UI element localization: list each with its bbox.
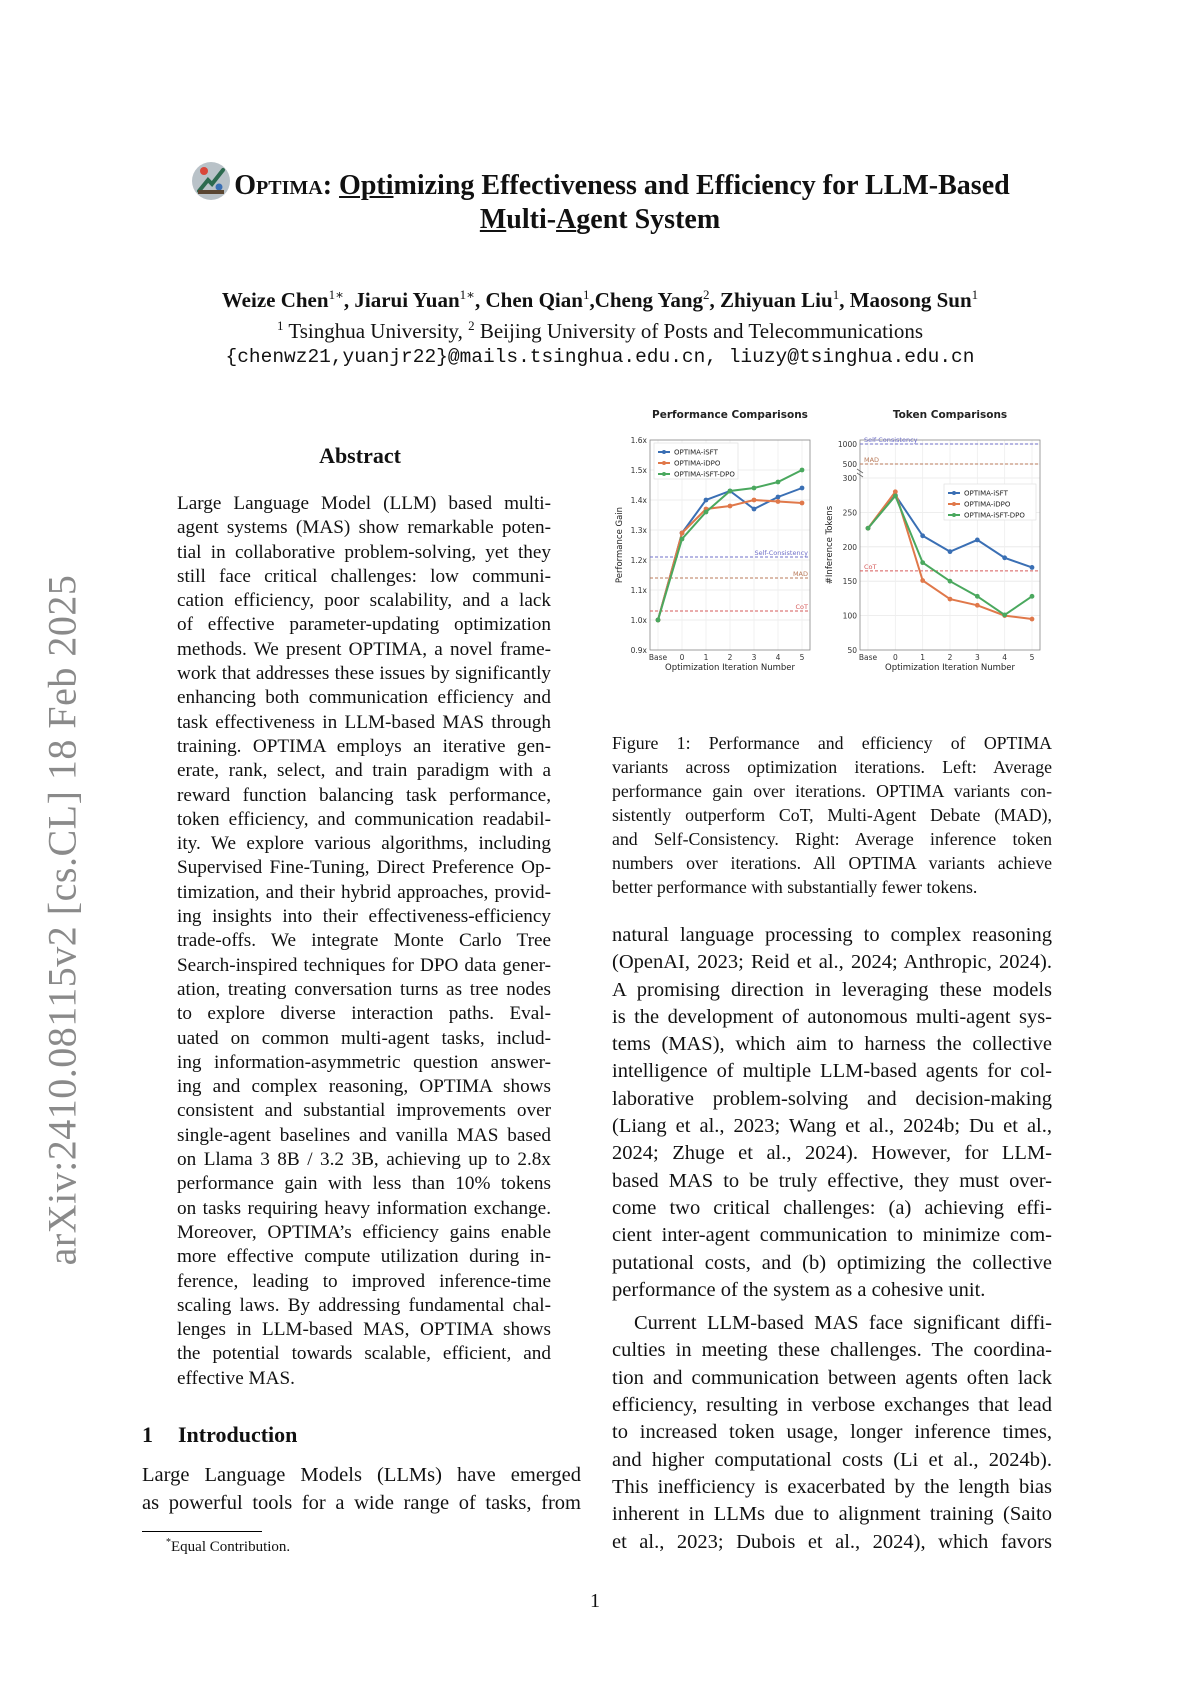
abstract-line: erate, rank, select, and train paradigm with a	[177, 760, 551, 782]
title-m: M	[479, 204, 507, 235]
author-name: Chen Qian	[485, 288, 583, 312]
abstract-line: still face critical challenges: low communi-	[177, 565, 551, 587]
legend-marker	[662, 472, 666, 476]
abstract-heading: Abstract	[319, 443, 401, 468]
abstract-line: cation efficiency, poor scalability, and a lack	[177, 590, 551, 612]
abstract-line: on tasks requiring heavy information exchange.	[177, 1197, 551, 1219]
abstract-line: to explore diverse interaction paths. Eval-	[177, 1003, 551, 1025]
figure-caption	[612, 731, 1052, 899]
data-point	[800, 501, 805, 506]
data-point	[728, 504, 733, 509]
caption-line: sistently outperform CoT, Multi-Agent Debate (MAD),	[612, 805, 1052, 825]
data-point	[975, 538, 980, 543]
reference-label: Self-Consistency	[864, 436, 918, 444]
section-heading	[142, 1422, 297, 1448]
chart-title: Performance Comparisons	[652, 409, 808, 421]
legend-label: OPTIMA-iSFT	[964, 489, 1008, 498]
y-tick-label: 1.3x	[630, 526, 647, 535]
data-point	[920, 533, 925, 538]
legend-marker	[952, 491, 956, 495]
abstract-line: ing insights into their effectiveness-efficiency	[177, 906, 551, 928]
abstract-line: the potential towards scalable, efficient, and	[177, 1343, 551, 1365]
intro-line: culties in meeting these challenges. The coordina-	[612, 1339, 1052, 1362]
optima-name: Optima	[234, 170, 323, 201]
legend-label: OPTIMA-iSFT-DPO	[964, 511, 1025, 520]
footnote-mark: *	[166, 1537, 171, 1548]
intro-line: come two critical challenges: (a) achieving effi-	[612, 1196, 1052, 1219]
x-tick-label: Base	[648, 653, 668, 662]
caption-line: numbers over iterations. All OPTIMA variants achieve	[612, 853, 1052, 873]
intro-line: and higher computational costs (Li et al., 2024b).	[612, 1448, 1052, 1471]
y-tick-label: 500	[842, 460, 857, 469]
intro-line: cient inter-agent communication to minimize com-	[612, 1224, 1052, 1247]
data-point	[948, 597, 953, 602]
affil-mark: 2	[468, 318, 475, 333]
abstract-line: of effective parameter-updating optimization	[177, 614, 551, 636]
affiliations	[140, 318, 1060, 344]
x-tick-label: 3	[751, 653, 757, 662]
x-tick-label: 4	[775, 653, 781, 662]
data-point	[776, 495, 781, 500]
affil-mark: 1	[276, 318, 284, 333]
abstract-line: trade-offs. We integrate Monte Carlo Tree	[177, 930, 551, 952]
data-point	[800, 486, 805, 491]
figure-1-charts	[612, 409, 1052, 722]
data-point	[1030, 594, 1035, 599]
data-point	[1002, 555, 1007, 560]
footnote	[166, 1537, 290, 1556]
abstract-line: agent systems (MAS) show remarkable poten-	[177, 517, 551, 539]
intro-line: laborative problem-solving and decision-making	[612, 1087, 1052, 1110]
x-tick-label: 5	[799, 653, 805, 662]
x-tick-label: 0	[679, 653, 685, 662]
x-tick-label: 0	[892, 653, 898, 662]
intro-line: This inefficiency is exacerbated by the length bias	[612, 1475, 1052, 1498]
reference-label: CoT	[864, 562, 877, 571]
abstract-line: timization, and their hybrid approaches, provid-	[177, 881, 551, 903]
section-number: 1	[142, 1422, 153, 1447]
author-mark: 2	[703, 287, 710, 302]
y-tick-label: 0.9x	[630, 646, 647, 655]
legend-label: OPTIMA-iSFT-DPO	[674, 470, 735, 479]
abstract-line: lenges in LLM-based MAS, OPTIMA shows	[177, 1319, 551, 1341]
caption-line: Figure 1: Performance and efficiency of OPTIMA	[612, 733, 1052, 753]
title-colon: :	[322, 170, 340, 201]
intro-line: tems (MAS), which aim to harness the collective	[612, 1033, 1052, 1056]
intro-line: is the development of autonomous multi-agent sys-	[612, 1005, 1052, 1028]
reference-label: MAD	[792, 570, 808, 578]
x-axis-label: Optimization Iteration Number	[885, 663, 1015, 673]
paper-title	[150, 160, 1050, 237]
intro-line: et al., 2023; Dubois et al., 2024), which favors	[612, 1530, 1052, 1553]
y-tick-label: 200	[842, 542, 857, 552]
data-point	[752, 498, 757, 503]
title-ulti: ulti-	[506, 204, 557, 235]
y-tick-label: 1.1x	[630, 586, 647, 595]
intro-line: A promising direction in leveraging these models	[612, 978, 1052, 1001]
data-point	[704, 510, 709, 515]
y-tick-label: 1.6x	[630, 436, 647, 445]
intro-line: to increased token usage, longer inference times,	[612, 1421, 1052, 1444]
abstract-line: uated on common multi-agent tasks, includ-	[177, 1027, 551, 1049]
data-point	[800, 468, 805, 473]
abstract-line: ation, treating conversation turns as tree nodes	[177, 978, 551, 1000]
arxiv-id: arXiv:2410.08115v2 [cs.CL] 18 Feb 2025	[39, 574, 85, 1266]
intro-line: efficiency, resulting in verbose exchanges that lead	[612, 1394, 1052, 1417]
y-tick-label: 100	[842, 611, 857, 621]
legend-marker	[662, 450, 666, 454]
section-title: Introduction	[178, 1422, 298, 1447]
x-tick-label: 5	[1029, 653, 1035, 662]
author-list: Weize Chen$^{1∗}$, Jiarui Yuan$^{1∗}$, Chen Qian$^1$,Cheng Yang$^2$, Zhiyuan Liu$^1$, Maosong Sun$^1$	[221, 287, 979, 312]
data-point	[920, 560, 925, 565]
x-tick-label: Base	[858, 653, 878, 662]
data-point	[920, 578, 925, 583]
intro-left-column	[142, 1462, 581, 1517]
reference-label: Self-Consistency	[754, 549, 808, 557]
intro-line: 2024; Zhuge et al., 2024). However, for LLM-	[612, 1142, 1052, 1165]
author-name: Cheng Yang	[594, 288, 704, 312]
abstract-line: Supervised Fine-Tuning, Direct Preference Op-	[177, 857, 551, 879]
data-point	[948, 549, 953, 554]
caption-line: better performance with substantially fewer tokens.	[612, 877, 978, 897]
abstract-line: consistent and substantial improvements over	[177, 1100, 551, 1122]
data-point	[680, 531, 685, 536]
title-line-1	[150, 160, 1050, 203]
legend-marker	[662, 461, 666, 465]
affil-2: Beijing University of Posts and Telecommunications	[474, 319, 924, 343]
caption-line: variants across optimization iterations. Left: Average	[612, 757, 1052, 777]
caption-line: and Self-Consistency. Right: Average inference token	[612, 829, 1052, 849]
chart-title: Token Comparisons	[892, 409, 1008, 421]
y-tick-label: 1.5x	[630, 466, 647, 475]
affil-1: Tsinghua University,	[283, 319, 469, 343]
legend-label: OPTIMA-iDPO	[964, 500, 1011, 509]
x-tick-label: 2	[727, 653, 733, 662]
author-emails: {chenwz21,yuanjr22}@mails.tsinghua.edu.cn, liuzy@tsinghua.edu.cn	[225, 346, 975, 368]
intro-line: putational costs, and (b) optimizing the collective	[612, 1251, 1052, 1274]
data-point	[893, 493, 898, 498]
title-rest: mizing Effectiveness and Efficiency for LLM-Based	[393, 170, 1010, 201]
x-tick-label: 3	[974, 653, 980, 662]
abstract-line: performance gain with less than 10% tokens	[177, 1173, 551, 1195]
data-point	[776, 480, 781, 485]
data-point	[948, 579, 953, 584]
y-axis-label: Performance Gain	[615, 506, 625, 584]
y-axis-label: #Inference Tokens	[825, 505, 835, 585]
abstract-line: scaling laws. By addressing fundamental chal-	[177, 1294, 551, 1316]
y-tick-label: 150	[842, 577, 857, 587]
title-line-2	[150, 203, 1050, 237]
intro-line: natural language processing to complex reasoning	[612, 924, 1052, 946]
title-gent: gent System	[576, 204, 721, 235]
data-point	[975, 594, 980, 599]
data-point	[866, 526, 871, 531]
arxiv-stamp	[22, 560, 102, 1280]
abstract-line: ing information-asymmetric question answer-	[177, 1051, 551, 1073]
author-name: Zhiyuan Liu	[720, 288, 833, 312]
intro-line: (OpenAI, 2023; Reid et al., 2024; Anthropic, 2024).	[612, 951, 1052, 974]
title-a: A	[556, 204, 577, 235]
data-point	[1030, 565, 1035, 570]
author-mark: 1∗	[459, 287, 475, 302]
author-name: Weize Chen	[221, 288, 329, 312]
data-point	[975, 603, 980, 608]
data-point	[1002, 613, 1007, 618]
abstract-line: methods. We present OPTIMA, a novel frame-	[177, 638, 551, 660]
data-point	[752, 486, 757, 491]
page-number: 1	[590, 1590, 600, 1612]
data-point	[704, 498, 709, 503]
data-point	[1030, 617, 1035, 622]
abstract-line: token efficiency, and communication readabil-	[177, 808, 551, 830]
data-point	[728, 489, 733, 494]
author-mark: 1	[582, 287, 590, 302]
optima-logo-icon	[190, 160, 232, 202]
y-tick-label: 300	[842, 474, 857, 483]
abstract-line: ity. We explore various algorithms, including	[177, 833, 551, 855]
author-mark: 1∗	[328, 287, 344, 302]
intro-line: as powerful tools for a wide range of tasks, from	[142, 1491, 581, 1514]
author-name: Jiarui Yuan	[354, 288, 460, 312]
abstract-line: training. OPTIMA employs an iterative gen-	[177, 735, 551, 757]
abstract-line: ing and complex reasoning, OPTIMA shows	[177, 1076, 551, 1098]
data-point	[752, 507, 757, 512]
author-name: Maosong Sun	[849, 288, 972, 312]
abstract-line: work that addresses these issues by significantly	[177, 663, 551, 685]
y-tick-label: 1.2x	[630, 556, 647, 565]
x-tick-label: 4	[1002, 653, 1008, 662]
abstract-line: task effectiveness in LLM-based MAS through	[177, 711, 551, 733]
intro-line: Large Language Models (LLMs) have emerged	[142, 1464, 581, 1486]
abstract-line: on Llama 3 8B / 3.2 3B, achieving up to 2.8x	[177, 1149, 551, 1171]
intro-line: based MAS to be truly effective, they must over-	[612, 1169, 1052, 1192]
legend-marker	[952, 502, 956, 506]
footnote-text: Equal Contribution.	[171, 1539, 291, 1555]
abstract-line: Large Language Model (LLM) based multi-	[177, 493, 551, 514]
intro-line: (Liang et al., 2023; Wang et al., 2024b; Du et al.,	[612, 1115, 1052, 1138]
y-tick-label: 50	[847, 646, 857, 655]
legend-label: OPTIMA-iDPO	[674, 459, 721, 468]
intro-line: tion and communication between agents often lack	[612, 1366, 1052, 1389]
intro-line: Current LLM-based MAS face significant diffi-	[634, 1312, 1052, 1335]
footnote-rule	[142, 1531, 262, 1532]
abstract-line: Moreover, OPTIMA’s efficiency gains enable	[177, 1221, 551, 1243]
abstract-line: more effective compute utilization during in-	[177, 1246, 551, 1268]
legend-marker	[952, 513, 956, 517]
abstract-line: ference, leading to improved inference-time	[177, 1270, 551, 1292]
abstract-line: single-agent baselines and vanilla MAS based	[177, 1124, 551, 1146]
data-point	[680, 537, 685, 542]
abstract-line: reward function balancing task performance,	[177, 784, 551, 806]
x-tick-label: 1	[920, 653, 926, 662]
abstract-line: tial in collaborative problem-solving, yet they	[177, 541, 551, 563]
data-point	[893, 489, 898, 494]
abstract-line: enhancing both communication efficiency and	[177, 687, 551, 709]
author-mark: 1	[971, 287, 979, 302]
y-tick-label: 250	[842, 508, 857, 518]
intro-line: intelligence of multiple LLM-based agents for col-	[612, 1060, 1052, 1083]
y-tick-label: 1.4x	[630, 496, 647, 505]
figure-1	[612, 409, 1052, 722]
reference-label: CoT	[795, 603, 808, 611]
intro-line: inherent in LLMs due to alignment training (Saito	[612, 1503, 1052, 1526]
abstract-line: Search-inspired techniques for DPO data gener-	[177, 954, 551, 976]
data-point	[656, 618, 661, 623]
y-tick-label: 1000	[837, 440, 857, 449]
x-axis-label: Optimization Iteration Number	[665, 663, 795, 673]
y-tick-label: 1.0x	[630, 616, 647, 625]
abstract-line: effective MAS.	[177, 1367, 295, 1389]
abstract-body	[177, 492, 551, 1391]
x-tick-label: 1	[703, 653, 709, 662]
intro-right-column	[612, 922, 1052, 1556]
x-tick-label: 2	[947, 653, 953, 662]
title-opti: Opti	[339, 170, 394, 201]
legend-label: OPTIMA-iSFT	[674, 448, 718, 457]
caption-line: performance gain over iterations. OPTIMA variants con-	[612, 781, 1052, 801]
author-mark: 1	[832, 287, 840, 302]
data-point	[776, 499, 781, 504]
reference-label: MAD	[864, 456, 880, 464]
intro-line: performance of the system as a cohesive unit.	[612, 1278, 986, 1301]
